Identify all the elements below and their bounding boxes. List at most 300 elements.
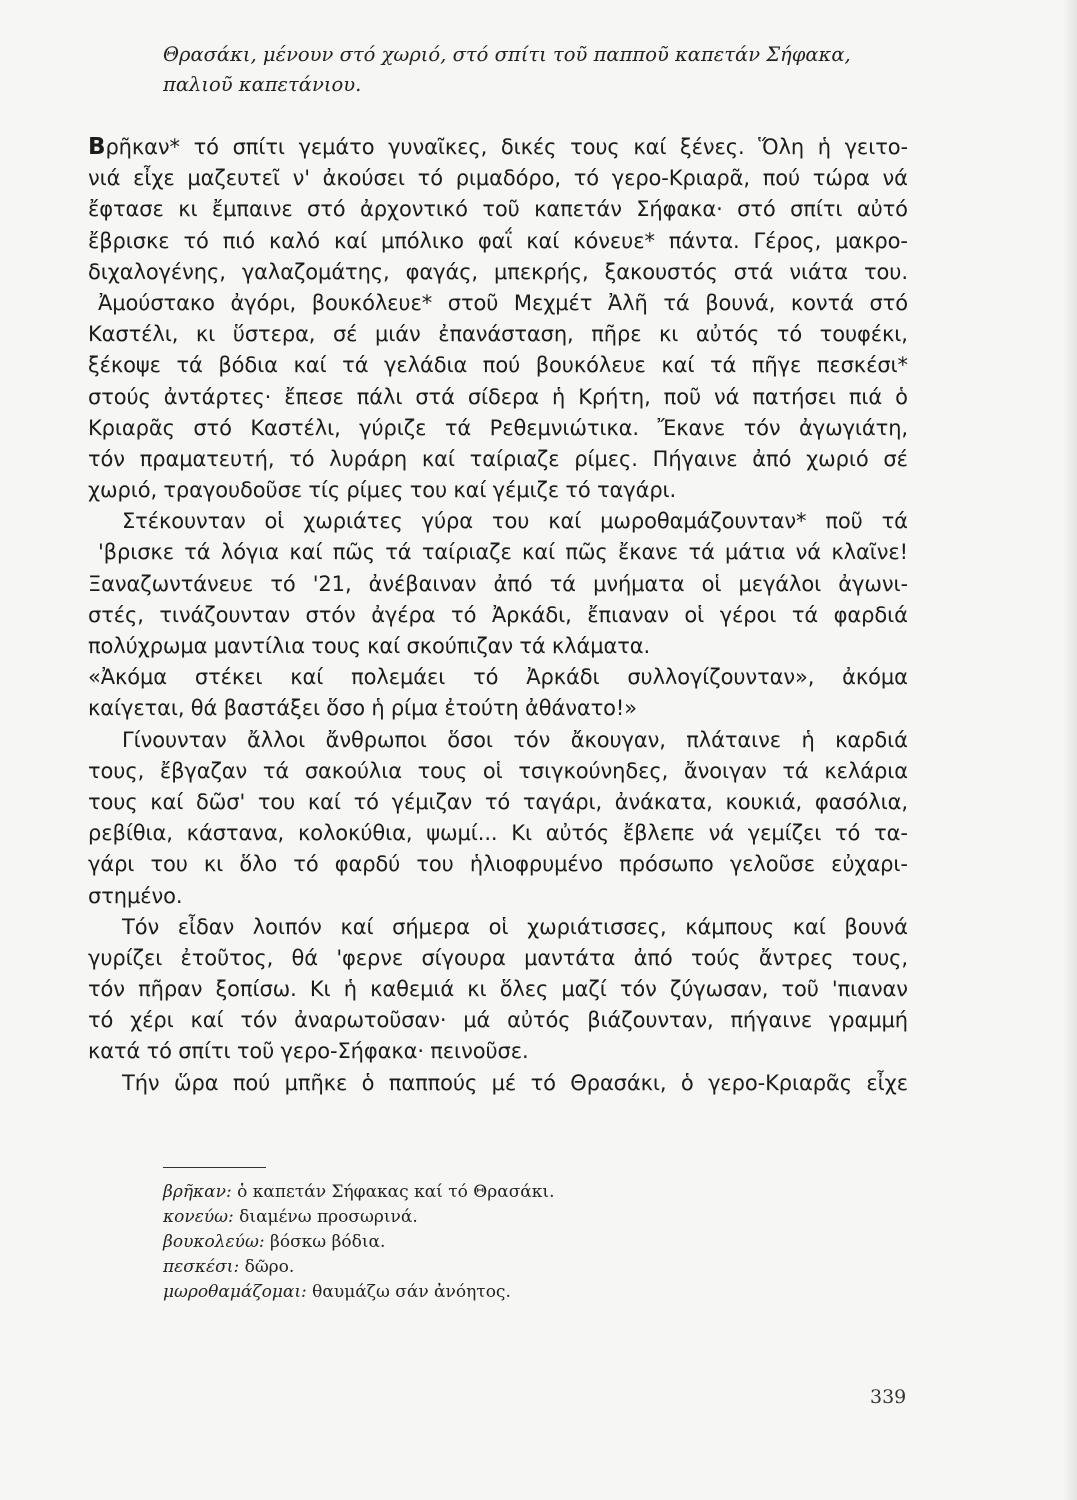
word: μαντίλια	[213, 634, 305, 658]
word: βιάζουνταν,	[587, 1008, 714, 1033]
word: μεγάλοι	[738, 571, 822, 596]
word: Στέκουνταν	[122, 509, 246, 534]
text-line	[88, 662, 908, 693]
word: τούς	[690, 945, 741, 970]
word: στό	[737, 197, 776, 222]
epigraph-line: Θρασάκι, μένουν στό χωριό, στό σπίτι τοῦ παπποῦ καπετάν Σήφακα,	[163, 43, 851, 66]
word: τους	[88, 789, 138, 814]
word: γειτο-	[844, 135, 908, 159]
word: στοῦ	[447, 290, 499, 315]
word: τίς	[308, 478, 341, 503]
word: μάτια	[725, 540, 786, 565]
word: στές,	[88, 602, 144, 627]
word: ἡ	[817, 135, 831, 159]
word: ἀγόρι,	[230, 290, 297, 315]
word: βουνά	[844, 914, 908, 939]
word: καί	[792, 914, 826, 939]
text-line	[88, 288, 908, 319]
text-line	[88, 350, 908, 381]
word: πιό	[222, 228, 256, 253]
word: τό	[270, 571, 296, 596]
word: ἄνοιγαν	[683, 758, 767, 783]
word: μπόλικο	[380, 228, 464, 253]
word: ὕστερα,	[232, 322, 316, 347]
word: πῶς	[565, 540, 608, 565]
word: οἱ	[701, 571, 722, 596]
word: πλάταινε	[686, 727, 782, 752]
word: τό	[530, 1070, 556, 1095]
word: τά	[688, 540, 715, 565]
text-line	[88, 257, 908, 288]
word: '21,	[312, 571, 352, 596]
word: κουκιά,	[725, 789, 803, 814]
footnote-definition: διαμένω προσωρινά.	[239, 1207, 418, 1227]
word: σπίτι	[790, 197, 843, 222]
word: πραματευτή,	[139, 446, 275, 471]
word: τό	[183, 228, 209, 253]
footnote-separator	[163, 1167, 266, 1168]
word: γελάδια	[384, 353, 468, 378]
word: συλλογίζουνταν»,	[627, 665, 815, 690]
word: Κι	[511, 821, 532, 846]
word: στό	[869, 290, 908, 315]
word: σίδερα	[467, 384, 540, 409]
word: ἀνέβαιναν	[368, 571, 477, 596]
word: Τόν	[122, 914, 160, 939]
word: φασόλια,	[814, 789, 908, 814]
word: ὅλες	[499, 977, 549, 1002]
word: στημένο.	[88, 883, 183, 908]
word: γελοῦσε	[729, 852, 815, 877]
word: ἀπό	[493, 571, 533, 596]
text-line	[88, 818, 908, 849]
word: ἄλλοι	[247, 727, 306, 752]
word: καί	[522, 540, 556, 565]
word: ἀθάνατο!»	[525, 696, 637, 721]
word: κολοκύθια,	[297, 821, 413, 846]
word: του	[257, 789, 296, 814]
word: οἱ	[264, 509, 285, 534]
text-line	[88, 849, 908, 880]
text-line	[88, 631, 908, 662]
word: τό	[146, 1039, 172, 1064]
word: οἱ	[482, 758, 503, 783]
word: τό	[451, 602, 477, 627]
word: καί	[150, 789, 184, 814]
word: πολύχρωμα	[88, 634, 208, 658]
word: αὐτός	[545, 821, 610, 846]
word: μαζευτεῖ	[187, 166, 280, 191]
word: ἔκανε	[617, 540, 679, 565]
word: ρίμες	[346, 478, 404, 503]
word: μαζί	[561, 977, 607, 1002]
word: κοντά	[790, 290, 854, 315]
text-line	[88, 132, 908, 163]
word: γερο-Κριαρᾶς	[708, 1070, 852, 1095]
word: δικές	[500, 135, 557, 159]
word: ξακουστός	[604, 259, 718, 284]
word: πρόσωπο	[619, 852, 714, 877]
text-line	[88, 881, 908, 912]
text-line	[88, 382, 908, 413]
word: Ἔκανε	[657, 415, 726, 440]
word: τό	[473, 665, 499, 690]
word: καί	[526, 228, 560, 253]
word: πού	[232, 1070, 271, 1095]
word: «Ἀκόμα	[88, 665, 168, 690]
word: τό	[289, 446, 315, 471]
word: τά	[881, 509, 908, 534]
word: χωριό,	[88, 478, 158, 503]
word: Σήφακα·	[636, 197, 723, 222]
word: κι	[195, 322, 216, 347]
text-line	[88, 506, 908, 537]
word: τοῦ	[236, 1039, 275, 1064]
word: σίγουρα	[421, 945, 506, 970]
word: ἀνάκατα,	[614, 789, 713, 814]
word: 'φερνε	[336, 945, 404, 970]
word: πεσκέσι*	[816, 353, 908, 378]
text-line	[88, 912, 908, 943]
word: πού	[482, 353, 521, 378]
word: ὁ	[361, 1070, 375, 1095]
word: βουνά,	[705, 290, 776, 315]
word: λόγια	[220, 540, 280, 565]
word: γύρα	[421, 509, 473, 534]
main-text	[88, 132, 908, 1099]
footnote-term: βουκολεύω:	[163, 1232, 265, 1252]
word: ἡ	[371, 696, 385, 721]
word: ἡ	[801, 727, 815, 752]
word: μπῆκε	[284, 1070, 348, 1095]
word: καπετάν	[534, 197, 622, 222]
word: ὅσο	[326, 696, 366, 721]
word: ταγάρι.	[596, 478, 677, 503]
word: τόν	[513, 727, 551, 752]
word: αὐτός	[507, 1008, 571, 1033]
word: τά	[663, 290, 690, 315]
text-line	[88, 444, 908, 475]
word: μά	[463, 1008, 491, 1033]
word: εἶχε	[866, 1070, 908, 1095]
word: τσιγκούνηδες,	[518, 758, 669, 783]
epigraph-line: παλιοῦ καπετάνιου.	[163, 73, 362, 96]
word: γραμμή	[828, 1008, 908, 1033]
word: γύριζε	[359, 415, 427, 440]
footnote-term: βρῆκαν:	[163, 1182, 232, 1202]
word: ἔβγαζαν	[159, 758, 248, 783]
footnote	[163, 1230, 863, 1255]
word: 'πιαναν	[831, 977, 908, 1002]
word: σκούπιζαν	[406, 634, 514, 658]
word: εἶδαν	[177, 914, 235, 939]
footnote	[163, 1180, 863, 1205]
word: Γίνουνταν	[122, 727, 227, 752]
word: ἀπό	[752, 446, 792, 471]
word: καί	[190, 1008, 224, 1033]
word: στό	[193, 415, 232, 440]
word: καί	[548, 509, 582, 534]
footnote-definition: θαυμάζω σάν ἀνόητος.	[312, 1282, 511, 1302]
word: Ἀλῆ	[607, 290, 648, 315]
word: τους,	[851, 945, 908, 970]
word: Πήγαινε	[652, 446, 738, 471]
word: τά	[709, 353, 737, 378]
footnote-term: κονεύω:	[163, 1207, 234, 1227]
word: γυρίζει	[88, 945, 163, 970]
word: μνήματα	[593, 571, 685, 596]
word: ξένες.	[680, 135, 745, 159]
word: ἀρχοντικό	[359, 197, 468, 222]
footnote-definition: ὁ καπετάν Σήφακας καί τό Θρασάκι.	[237, 1182, 555, 1202]
word: Ρεθεμνιώτικα.	[489, 415, 639, 440]
word: χωριό	[806, 446, 869, 471]
word: ρίμα	[390, 696, 439, 721]
word: τά	[176, 353, 203, 378]
word: εὐχαρι-	[831, 852, 908, 877]
word: Ἀρκάδι,	[491, 602, 572, 627]
word: πάντα.	[668, 228, 740, 253]
word: κλαῖνε!	[831, 540, 908, 565]
word: τουφέκι,	[819, 322, 908, 347]
word: ἀγωγιάτη,	[799, 415, 908, 440]
word: γερο-Σήφακα·	[280, 1039, 424, 1064]
word: σέ	[883, 446, 908, 471]
word: νά	[708, 821, 734, 846]
epigraph	[163, 40, 923, 100]
word: βουκόλευε*	[311, 290, 433, 315]
word: κάστανα,	[186, 821, 285, 846]
text-line	[88, 1036, 908, 1067]
word: τά	[184, 540, 211, 565]
word: μπεκρής,	[494, 259, 589, 284]
word: πεινοῦσε.	[430, 1039, 529, 1064]
word: κι	[467, 977, 487, 1002]
word: σέ	[332, 322, 358, 347]
word: νά	[713, 384, 740, 409]
word: ἔβρισκε	[88, 228, 170, 253]
word: Ἀμούστακο	[98, 290, 215, 315]
word: τό	[835, 821, 861, 846]
word: καλό	[268, 228, 321, 253]
word: ἀντάρτες·	[163, 384, 272, 409]
word: κόνευε*	[573, 228, 655, 253]
word: λοιπόν	[252, 914, 322, 939]
word: σπίτι	[232, 135, 285, 159]
word: Τήν	[122, 1070, 160, 1095]
word: γέμιζε	[492, 478, 560, 503]
word: γερο-Κριαρᾶ,	[611, 166, 750, 191]
word: τοῦ	[482, 197, 520, 222]
word: ὁ	[895, 384, 908, 409]
word: καί	[340, 914, 374, 939]
word: Ἀρκάδι	[526, 665, 600, 690]
text-line	[88, 226, 908, 257]
word: ἀγέρα	[371, 602, 436, 627]
footnotes	[163, 1180, 863, 1305]
word: πολεμάει	[351, 665, 446, 690]
word: παππούς	[388, 1070, 478, 1095]
word: τό	[484, 789, 511, 814]
word: χωριάτες	[303, 509, 403, 534]
word: καρδιά	[835, 727, 908, 752]
word: καίγεται,	[88, 696, 185, 721]
word: του	[416, 852, 454, 877]
word: ὅσοι	[447, 727, 493, 752]
word: γέροι	[719, 602, 777, 627]
drop-cap: Β	[88, 134, 106, 160]
word: Βρῆκαν*	[88, 132, 180, 163]
word: τόν	[619, 977, 657, 1002]
word: τό	[353, 789, 379, 814]
text-line	[88, 537, 908, 568]
word: καί	[421, 446, 455, 471]
word: φαρδύ	[334, 852, 401, 877]
word: στό	[307, 197, 346, 222]
text-line	[88, 1005, 908, 1036]
word: ἡ	[343, 977, 357, 1002]
word: τά	[549, 571, 576, 596]
word: τόν	[88, 446, 125, 471]
word: κλάματα.	[551, 634, 651, 658]
word: στά	[415, 384, 455, 409]
word: τά	[444, 415, 472, 440]
text-line	[88, 787, 908, 818]
text-line	[88, 569, 908, 600]
word: τά	[385, 540, 412, 565]
word: ἔπιαναν	[587, 602, 669, 627]
word: μακρο-	[835, 228, 908, 253]
word: πῶς	[332, 540, 375, 565]
word: γυναῖκες,	[388, 135, 488, 159]
page-edge-shadow	[1063, 0, 1077, 1500]
word: πῆγε	[751, 353, 802, 378]
word: τά	[782, 758, 809, 783]
word: γεμάτο	[298, 135, 375, 159]
word: ἐτούτη	[444, 696, 519, 721]
word: ἔβλεπε	[622, 821, 695, 846]
word: τα-	[874, 821, 908, 846]
word: Κριαρᾶς	[88, 415, 175, 440]
word: ταγάρι,	[522, 789, 603, 814]
word: καί	[633, 135, 667, 159]
word: κάμπους	[685, 914, 775, 939]
word: οἱ	[488, 914, 509, 939]
word: τοῦ	[781, 977, 819, 1002]
word: τά	[519, 634, 546, 658]
word: σήμερα	[392, 914, 471, 939]
word: καί	[453, 478, 487, 503]
footnote-definition: δῶρο.	[244, 1257, 295, 1277]
word: μαντάτα	[524, 945, 616, 970]
text-line	[88, 194, 908, 225]
word: ἀναρωτοῦσαν·	[294, 1008, 447, 1033]
word: κατά	[88, 1039, 141, 1064]
word: του.	[864, 259, 908, 284]
text-line	[88, 1068, 908, 1099]
word: Κρήτη,	[578, 384, 651, 409]
word: χέρι	[130, 1008, 174, 1033]
word: ρίμες.	[574, 446, 638, 471]
word: γεμίζει	[747, 821, 822, 846]
footnote	[163, 1205, 863, 1230]
word: καθεμιά	[370, 977, 455, 1002]
word: βουκόλευε	[535, 353, 646, 378]
word: ἄντρες	[758, 945, 834, 970]
word: καί	[290, 665, 324, 690]
word: τους	[570, 135, 620, 159]
footnote-term: μωροθαμάζομαι:	[163, 1282, 307, 1302]
word: πήγαινε	[730, 1008, 813, 1033]
word: ποῦ	[663, 384, 701, 409]
word: Ξαναζωντάνευε	[88, 571, 254, 596]
word: κι	[659, 322, 679, 347]
text-line	[88, 725, 908, 756]
word: νά	[795, 540, 822, 565]
word: γέμιζαν	[391, 789, 473, 814]
text-line	[88, 413, 908, 444]
word: στόν	[305, 602, 356, 627]
word: σακούλια	[304, 758, 402, 783]
word: φαΐ	[477, 228, 513, 253]
word: καί	[293, 353, 327, 378]
word: τό	[417, 166, 443, 191]
word: οἱ	[684, 602, 705, 627]
word: νιάτα	[789, 259, 848, 284]
word: τά	[342, 353, 369, 378]
word: διχαλογένης,	[88, 259, 226, 284]
text-line	[88, 163, 908, 194]
footnote-definition: βόσκω βόδια.	[270, 1232, 386, 1252]
word: ἄκουγαν,	[570, 727, 666, 752]
word: ἄνθρωποι	[325, 727, 427, 752]
word: του	[150, 852, 188, 877]
word: στούς	[88, 384, 151, 409]
word: νιά	[88, 166, 121, 191]
word: ξοπίσω.	[215, 977, 297, 1002]
word: ξέκοψε	[88, 353, 161, 378]
word: ἀκόμα	[842, 665, 908, 690]
word: τό	[565, 478, 591, 503]
word: ριμαδόρο,	[455, 166, 561, 191]
word: τόν	[240, 1008, 278, 1033]
word: σπίτι	[178, 1039, 231, 1064]
word: πῆραν	[138, 977, 203, 1002]
word: κι	[203, 852, 224, 877]
text-line	[88, 693, 908, 724]
word: ἔφτασε	[88, 197, 164, 222]
text-line	[88, 475, 908, 506]
word: ἡλιοφρυμένο	[469, 852, 604, 877]
word: γαλαζομάτης,	[241, 259, 390, 284]
word: κι	[178, 197, 198, 222]
word: τό	[88, 1008, 114, 1033]
word: ἔμπαινε	[211, 197, 293, 222]
word: πιά	[848, 384, 883, 409]
word: ψωμί...	[426, 821, 498, 846]
text-line	[88, 319, 908, 350]
word: ζύγωσαν,	[669, 977, 769, 1002]
word: Θρασάκι,	[570, 1070, 667, 1095]
word: καί	[661, 353, 695, 378]
word: τόν	[88, 977, 125, 1002]
word: τά	[791, 602, 819, 627]
word: ποῦ	[825, 509, 863, 534]
word: πού	[762, 166, 801, 191]
word: Κι	[309, 977, 331, 1002]
word: του	[491, 509, 530, 534]
word: ἐπανάσταση,	[438, 322, 574, 347]
